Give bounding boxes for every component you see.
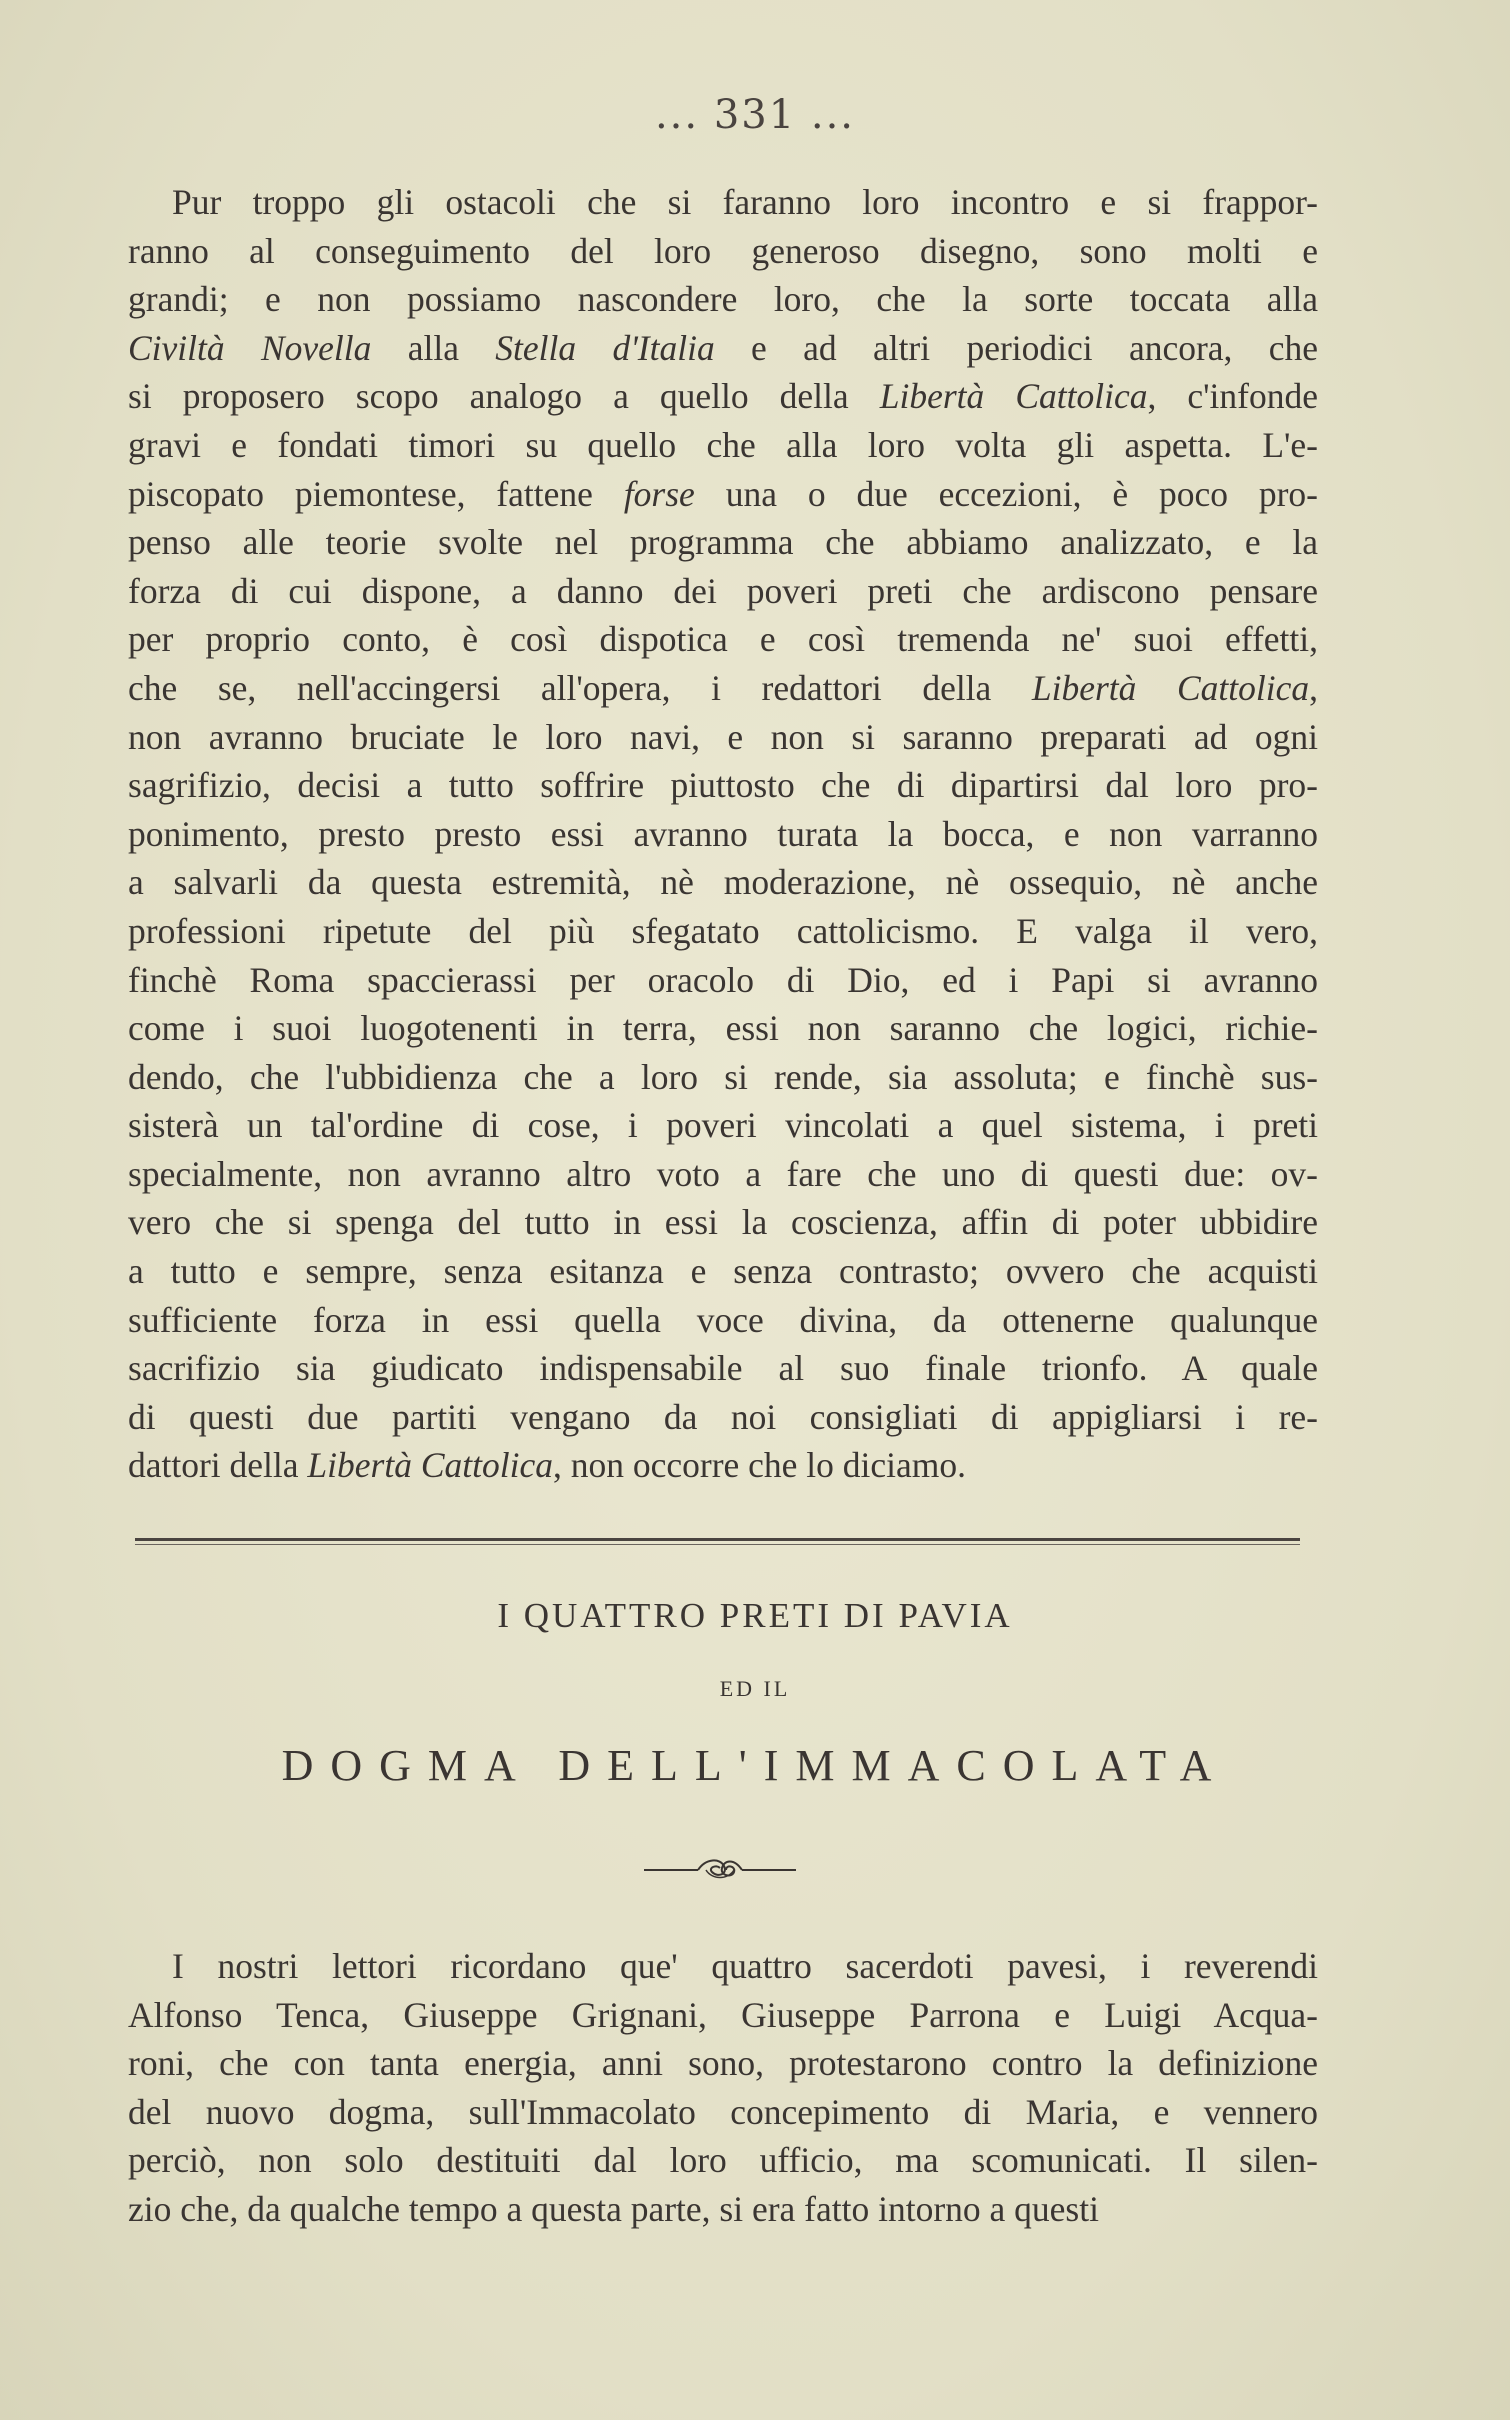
- text-run: non avranno bruciate le loro navi, e non si saranno preparati ad ogni: [128, 716, 1318, 757]
- text-line: [128, 1247, 1318, 1296]
- text-line: [128, 761, 1318, 810]
- text-run: e ad altri periodici ancora, che: [714, 327, 1318, 368]
- text-line: [128, 227, 1318, 276]
- text-run: Pur troppo gli ostacoli che si faranno loro incontro e si frappor-: [172, 182, 1318, 222]
- text-line: [128, 858, 1318, 907]
- text-line: [128, 2039, 1318, 2088]
- section-divider-rule: [135, 1538, 1300, 1545]
- text-run: a salvarli da questa estremità, nè moderazione, nè ossequio, nè anche: [128, 862, 1318, 903]
- text-run: professioni ripetute del più sfegatato cattolicismo. E valga il vero,: [128, 910, 1318, 951]
- text-line: [128, 324, 1318, 373]
- italic-title: Libertà Cattolica: [879, 376, 1148, 417]
- text-line: [128, 275, 1318, 324]
- text-run: ,: [1309, 667, 1318, 708]
- text-line: [128, 1053, 1318, 1102]
- text-line: [128, 2185, 1318, 2234]
- text-run: perciò, non solo destituiti dal loro ufficio, ma scomunicati. Il silen-: [128, 2140, 1318, 2181]
- text-run: a tutto e sempre, senza esitanza e senza contrasto; ovvero che acquisti: [128, 1251, 1318, 1292]
- text-run: gravi e fondati timori su quello che alla loro volta gli aspetta. L'e-: [128, 424, 1318, 465]
- text-run: specialmente, non avranno altro voto a fare che uno di questi due: ov-: [128, 1153, 1318, 1194]
- text-line: [128, 907, 1318, 956]
- text-run: forza di cui dispone, a danno dei poveri preti che ardiscono pensare: [128, 570, 1318, 611]
- text-line: [128, 1991, 1318, 2040]
- text-run: penso alle teorie svolte nel programma che abbiamo analizzato, e la: [128, 522, 1318, 563]
- text-run: finchè Roma spaccierassi per oracolo di Dio, ed i Papi si avranno: [128, 959, 1318, 1000]
- italic-title: Libertà Cattolica: [1031, 667, 1310, 708]
- text-line: [128, 664, 1318, 713]
- text-run: , c'infonde: [1147, 376, 1318, 417]
- text-run: ranno al conseguimento del loro generoso disegno, sono molti e: [128, 230, 1318, 271]
- text-run: roni, che con tanta energia, anni sono, protestarono contro la definizione: [128, 2043, 1318, 2084]
- text-run: sufficiente forza in essi quella voce divina, da ottenerne qualunque: [128, 1299, 1318, 1340]
- text-run: dendo, che l'ubbidienza che a loro si rende, sia assoluta; e finchè sus-: [128, 1056, 1318, 1097]
- paragraph-quattro-preti: [128, 1942, 1318, 2234]
- text-line: [128, 1441, 1318, 1490]
- text-run: come i suoi luogotenenti in terra, essi non saranno che logici, richie-: [128, 1008, 1318, 1049]
- text-line: [128, 956, 1318, 1005]
- text-line: [128, 1344, 1318, 1393]
- text-line: [128, 518, 1318, 567]
- text-line: [128, 178, 1318, 227]
- paragraph-liberta-cattolica: [128, 178, 1318, 1490]
- text-run: , non occorre che lo diciamo.: [552, 1445, 967, 1486]
- text-line: [128, 1198, 1318, 1247]
- text-run: sacrifizio sia giudicato indispensabile al suo finale trionfo. A quale: [128, 1348, 1318, 1389]
- italic-title: Stella d'Italia: [495, 327, 715, 368]
- text-run: ponimento, presto presto essi avranno turata la bocca, e non varranno: [128, 813, 1318, 854]
- text-run: grandi; e non possiamo nascondere loro, che la sorte toccata alla: [128, 279, 1318, 320]
- fleuron-ornament: [640, 1852, 800, 1888]
- text-run: per proprio conto, è così dispotica e così tremenda ne' suoi effetti,: [128, 619, 1318, 660]
- section-title: I QUATTRO PRETI DI PAVIA: [497, 1596, 1013, 1635]
- text-run: I nostri lettori ricordano que' quattro sacerdoti pavesi, i reverendi: [172, 1946, 1318, 1986]
- text-run: del nuovo dogma, sull'Immacolato concepimento di Maria, e vennero: [128, 2091, 1318, 2132]
- italic-title: Civiltà Novella: [128, 327, 372, 368]
- text-line: [128, 2136, 1318, 2185]
- text-run: si proposero scopo analogo a quello della: [128, 376, 880, 417]
- text-line: [128, 1296, 1318, 1345]
- italic-title: Libertà Cattolica: [307, 1445, 553, 1486]
- text-line: [128, 1393, 1318, 1442]
- text-run: una o due eccezioni, è poco pro-: [694, 473, 1319, 514]
- italic-title: forse: [623, 473, 695, 514]
- text-run: vero che si spenga del tutto in essi la coscienza, affin di poter ubbidire: [128, 1202, 1318, 1243]
- text-line: [128, 421, 1318, 470]
- text-line: [128, 713, 1318, 762]
- text-line: [128, 615, 1318, 664]
- text-run: alla: [371, 327, 496, 368]
- text-line: [128, 1101, 1318, 1150]
- text-run: sisterà un tal'ordine di cose, i poveri vincolati a quel sistema, i preti: [128, 1105, 1318, 1146]
- text-run: che se, nell'accingersi all'opera, i redattori della: [128, 667, 1032, 708]
- text-run: piscopato piemontese, fattene: [128, 473, 624, 514]
- text-line: [128, 1004, 1318, 1053]
- text-line: [128, 2088, 1318, 2137]
- text-run: Alfonso Tenca, Giuseppe Grignani, Giuseppe Parrona e Luigi Acqua-: [128, 1994, 1318, 2035]
- text-run: di questi due partiti vengano da noi consigliati di appigliarsi i re-: [128, 1396, 1318, 1437]
- text-line: [128, 1942, 1318, 1991]
- text-run: zio che, da qualche tempo a questa parte, si era fatto intorno a questi: [128, 2188, 1099, 2229]
- text-line: [128, 372, 1318, 421]
- section-title-main: DOGMA DELL'IMMACOLATA: [281, 1741, 1229, 1790]
- text-line: [128, 470, 1318, 519]
- text-run: sagrifizio, decisi a tutto soffrire piuttosto che di dipartirsi dal loro pro-: [128, 765, 1318, 806]
- section-title-connector: ED IL: [719, 1676, 791, 1701]
- page-number: ... 331 ...: [654, 92, 856, 138]
- text-run: dattori della: [128, 1445, 308, 1486]
- text-line: [128, 1150, 1318, 1199]
- text-line: [128, 567, 1318, 616]
- text-line: [128, 810, 1318, 859]
